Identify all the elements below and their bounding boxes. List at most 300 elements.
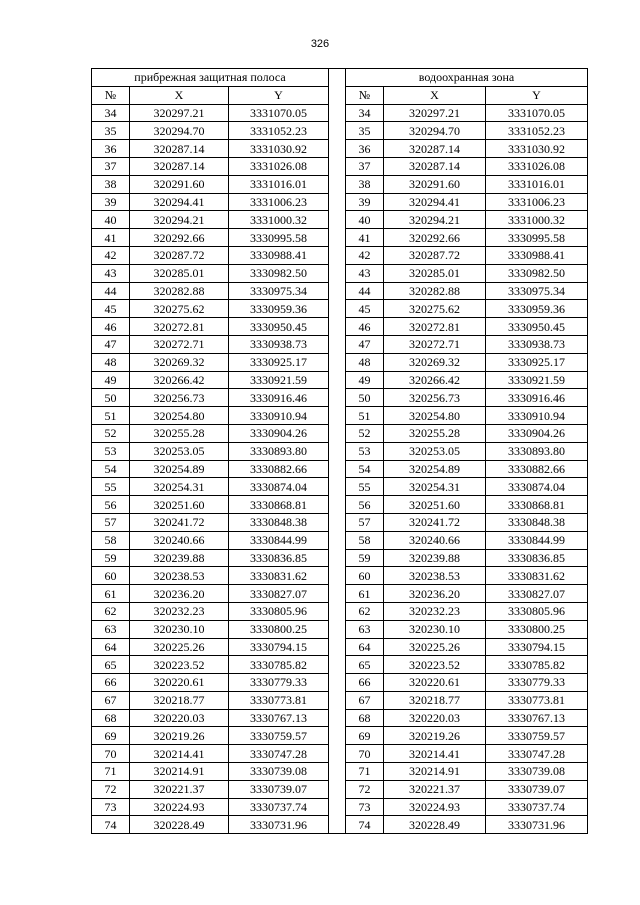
coastal-coord-y: 3330882.66	[229, 460, 329, 478]
table-row	[92, 318, 588, 336]
water-zone-coord-y: 3330739.07	[486, 780, 588, 798]
water-zone-coord-y: 3330982.50	[486, 264, 588, 282]
coastal-coord-x: 320223.52	[130, 656, 229, 674]
water-zone-point-number: 61	[346, 585, 384, 603]
column-gap	[329, 460, 346, 478]
water-zone-coord-y: 3330848.38	[486, 513, 588, 531]
coastal-coord-y: 3330904.26	[229, 424, 329, 442]
water-zone-point-number: 44	[346, 282, 384, 300]
water-zone-point-number: 50	[346, 389, 384, 407]
column-gap	[329, 353, 346, 371]
water-zone-coord-y: 3331052.23	[486, 122, 588, 140]
table-row	[92, 727, 588, 745]
coastal-point-number: 35	[92, 122, 130, 140]
coastal-coord-y: 3331006.23	[229, 193, 329, 211]
water-zone-point-number: 71	[346, 763, 384, 781]
water-zone-point-number: 34	[346, 104, 384, 122]
table-row	[92, 140, 588, 158]
coastal-point-number: 59	[92, 549, 130, 567]
coastal-coord-x: 320272.81	[130, 318, 229, 336]
coordinates-table	[91, 68, 588, 834]
water-zone-coord-x: 320294.41	[384, 193, 486, 211]
column-header-x: X	[130, 86, 229, 104]
column-gap	[329, 478, 346, 496]
water-zone-coord-y: 3330916.46	[486, 389, 588, 407]
water-zone-coord-y: 3330844.99	[486, 531, 588, 549]
column-gap	[329, 763, 346, 781]
table-row	[92, 620, 588, 638]
water-zone-coord-x: 320266.42	[384, 371, 486, 389]
coastal-coord-x: 320292.66	[130, 229, 229, 247]
column-gap	[329, 318, 346, 336]
water-zone-coord-y: 3330779.33	[486, 674, 588, 692]
water-zone-point-number: 48	[346, 353, 384, 371]
coastal-coord-x: 320220.03	[130, 709, 229, 727]
column-gap	[329, 389, 346, 407]
column-header-y: Y	[229, 86, 329, 104]
table-row	[92, 691, 588, 709]
coastal-coord-y: 3330988.41	[229, 246, 329, 264]
coastal-coord-y: 3331000.32	[229, 211, 329, 229]
water-zone-coord-x: 320285.01	[384, 264, 486, 282]
water-zone-point-number: 68	[346, 709, 384, 727]
table-row	[92, 157, 588, 175]
coastal-point-number: 44	[92, 282, 130, 300]
column-gap	[329, 300, 346, 318]
water-zone-point-number: 38	[346, 175, 384, 193]
column-gap	[329, 513, 346, 531]
water-zone-point-number: 69	[346, 727, 384, 745]
water-zone-coord-x: 320232.23	[384, 602, 486, 620]
coastal-coord-x: 320214.41	[130, 745, 229, 763]
water-zone-point-number: 54	[346, 460, 384, 478]
water-zone-coord-x: 320256.73	[384, 389, 486, 407]
coastal-coord-y: 3330773.81	[229, 691, 329, 709]
coastal-coord-x: 320228.49	[130, 816, 229, 834]
column-gap	[329, 282, 346, 300]
coastal-coord-x: 320294.21	[130, 211, 229, 229]
coastal-coord-y: 3330747.28	[229, 745, 329, 763]
column-gap	[329, 727, 346, 745]
coastal-coord-y: 3330868.81	[229, 496, 329, 514]
water-zone-point-number: 52	[346, 424, 384, 442]
column-gap	[329, 656, 346, 674]
water-zone-coord-x: 320214.91	[384, 763, 486, 781]
column-gap	[329, 567, 346, 585]
coastal-coord-y: 3330959.36	[229, 300, 329, 318]
water-zone-coord-y: 3331026.08	[486, 157, 588, 175]
water-zone-point-number: 37	[346, 157, 384, 175]
water-zone-coord-y: 3330794.15	[486, 638, 588, 656]
coastal-coord-x: 320282.88	[130, 282, 229, 300]
coastal-coord-y: 3330737.74	[229, 798, 329, 816]
water-zone-point-number: 47	[346, 335, 384, 353]
coastal-coord-x: 320230.10	[130, 620, 229, 638]
water-zone-point-number: 72	[346, 780, 384, 798]
coastal-coord-x: 320255.28	[130, 424, 229, 442]
coastal-coord-x: 320291.60	[130, 175, 229, 193]
table-row	[92, 371, 588, 389]
coastal-point-number: 43	[92, 264, 130, 282]
column-gap	[329, 496, 346, 514]
water-zone-coord-x: 320218.77	[384, 691, 486, 709]
table-row	[92, 763, 588, 781]
coastal-point-number: 40	[92, 211, 130, 229]
table-row	[92, 656, 588, 674]
coastal-point-number: 58	[92, 531, 130, 549]
water-zone-point-number: 59	[346, 549, 384, 567]
water-zone-coord-y: 3330975.34	[486, 282, 588, 300]
water-zone-coord-x: 320287.14	[384, 157, 486, 175]
water-zone-coord-y: 3330731.96	[486, 816, 588, 834]
water-zone-coord-x: 320236.20	[384, 585, 486, 603]
table-row	[92, 335, 588, 353]
water-zone-coord-y: 3330938.73	[486, 335, 588, 353]
column-gap	[329, 780, 346, 798]
water-zone-coord-x: 320287.72	[384, 246, 486, 264]
table-row	[92, 478, 588, 496]
water-zone-point-number: 60	[346, 567, 384, 585]
water-zone-coord-x: 320269.32	[384, 353, 486, 371]
coastal-point-number: 50	[92, 389, 130, 407]
water-zone-coord-y: 3330773.81	[486, 691, 588, 709]
coastal-coord-x: 320254.89	[130, 460, 229, 478]
coastal-point-number: 51	[92, 407, 130, 425]
coastal-coord-x: 320232.23	[130, 602, 229, 620]
water-zone-point-number: 41	[346, 229, 384, 247]
coastal-point-number: 34	[92, 104, 130, 122]
coastal-point-number: 48	[92, 353, 130, 371]
coastal-coord-y: 3330938.73	[229, 335, 329, 353]
water-zone-point-number: 62	[346, 602, 384, 620]
column-header-x: X	[384, 86, 486, 104]
coastal-point-number: 57	[92, 513, 130, 531]
section-header-row	[92, 69, 588, 87]
coastal-coord-x: 320285.01	[130, 264, 229, 282]
coastal-coord-x: 320218.77	[130, 691, 229, 709]
table-row	[92, 709, 588, 727]
coastal-coord-y: 3330874.04	[229, 478, 329, 496]
water-zone-coord-y: 3330893.80	[486, 442, 588, 460]
water-zone-coord-y: 3330831.62	[486, 567, 588, 585]
table-row	[92, 674, 588, 692]
column-gap	[329, 69, 346, 87]
water-zone-coord-y: 3331070.05	[486, 104, 588, 122]
coastal-coord-y: 3330975.34	[229, 282, 329, 300]
coastal-coord-x: 320239.88	[130, 549, 229, 567]
coastal-point-number: 64	[92, 638, 130, 656]
table-row	[92, 264, 588, 282]
water-zone-coord-y: 3330874.04	[486, 478, 588, 496]
water-zone-coord-y: 3330868.81	[486, 496, 588, 514]
water-zone-coord-y: 3330805.96	[486, 602, 588, 620]
coastal-coord-x: 320220.61	[130, 674, 229, 692]
coastal-point-number: 55	[92, 478, 130, 496]
water-zone-point-number: 73	[346, 798, 384, 816]
table-row	[92, 460, 588, 478]
coastal-coord-x: 320256.73	[130, 389, 229, 407]
column-gap	[329, 193, 346, 211]
table-row	[92, 745, 588, 763]
water-zone-point-number: 55	[346, 478, 384, 496]
column-gap	[329, 175, 346, 193]
column-gap	[329, 442, 346, 460]
coastal-coord-y: 3330836.85	[229, 549, 329, 567]
water-zone-coord-y: 3330800.25	[486, 620, 588, 638]
coastal-coord-x: 320275.62	[130, 300, 229, 318]
column-header-y: Y	[486, 86, 588, 104]
coastal-coord-y: 3330995.58	[229, 229, 329, 247]
water-zone-coord-y: 3330827.07	[486, 585, 588, 603]
column-gap	[329, 122, 346, 140]
water-zone-coord-y: 3330925.17	[486, 353, 588, 371]
table-row	[92, 567, 588, 585]
water-zone-coord-y: 3330739.08	[486, 763, 588, 781]
water-zone-point-number: 40	[346, 211, 384, 229]
water-zone-point-number: 63	[346, 620, 384, 638]
coastal-point-number: 60	[92, 567, 130, 585]
coastal-coord-x: 320253.05	[130, 442, 229, 460]
water-zone-coord-x: 320294.70	[384, 122, 486, 140]
water-zone-point-number: 39	[346, 193, 384, 211]
water-zone-coord-x: 320224.93	[384, 798, 486, 816]
water-zone-coord-x: 320272.71	[384, 335, 486, 353]
water-zone-coord-y: 3330988.41	[486, 246, 588, 264]
column-gap	[329, 264, 346, 282]
water-zone-coord-x: 320254.80	[384, 407, 486, 425]
column-gap	[329, 86, 346, 104]
coastal-coord-y: 3330779.33	[229, 674, 329, 692]
water-zone-coord-y: 3330747.28	[486, 745, 588, 763]
table-row	[92, 211, 588, 229]
column-gap	[329, 229, 346, 247]
column-gap	[329, 407, 346, 425]
coastal-point-number: 67	[92, 691, 130, 709]
coastal-coord-y: 3330767.13	[229, 709, 329, 727]
table-row	[92, 780, 588, 798]
water-zone-point-number: 42	[346, 246, 384, 264]
water-zone-coord-x: 320221.37	[384, 780, 486, 798]
coastal-coord-y: 3331026.08	[229, 157, 329, 175]
water-zone-point-number: 66	[346, 674, 384, 692]
coastal-coord-x: 320272.71	[130, 335, 229, 353]
water-zone-coord-x: 320255.28	[384, 424, 486, 442]
water-zone-coord-x: 320230.10	[384, 620, 486, 638]
coastal-coord-x: 320238.53	[130, 567, 229, 585]
column-gap	[329, 371, 346, 389]
table-row	[92, 638, 588, 656]
table-row	[92, 122, 588, 140]
water-zone-coord-x: 320220.03	[384, 709, 486, 727]
coastal-coord-y: 3331030.92	[229, 140, 329, 158]
coastal-point-number: 71	[92, 763, 130, 781]
water-zone-coord-y: 3330836.85	[486, 549, 588, 567]
water-zone-coord-y: 3330767.13	[486, 709, 588, 727]
column-gap	[329, 211, 346, 229]
coastal-point-number: 61	[92, 585, 130, 603]
table-row	[92, 798, 588, 816]
column-gap	[329, 335, 346, 353]
coastal-point-number: 73	[92, 798, 130, 816]
coastal-coord-y: 3330921.59	[229, 371, 329, 389]
coastal-coord-y: 3330785.82	[229, 656, 329, 674]
coastal-coord-y: 3330844.99	[229, 531, 329, 549]
water-zone-point-number: 74	[346, 816, 384, 834]
coastal-coord-y: 3330827.07	[229, 585, 329, 603]
coastal-point-number: 74	[92, 816, 130, 834]
column-gap	[329, 104, 346, 122]
water-zone-point-number: 45	[346, 300, 384, 318]
coastal-coord-x: 320221.37	[130, 780, 229, 798]
table-row	[92, 193, 588, 211]
section-title-water-protection-zone: водоохранная зона	[346, 69, 588, 87]
column-gap	[329, 602, 346, 620]
coastal-point-number: 63	[92, 620, 130, 638]
table-row	[92, 549, 588, 567]
water-zone-coord-y: 3330785.82	[486, 656, 588, 674]
table-row	[92, 513, 588, 531]
page-number: 326	[310, 38, 330, 50]
water-zone-coord-x: 320219.26	[384, 727, 486, 745]
coastal-coord-y: 3330805.96	[229, 602, 329, 620]
coastal-coord-y: 3331070.05	[229, 104, 329, 122]
water-zone-coord-x: 320225.26	[384, 638, 486, 656]
water-zone-coord-y: 3331016.01	[486, 175, 588, 193]
column-gap	[329, 709, 346, 727]
table-row	[92, 282, 588, 300]
water-zone-coord-x: 320251.60	[384, 496, 486, 514]
water-zone-point-number: 53	[346, 442, 384, 460]
table-row	[92, 300, 588, 318]
coastal-point-number: 38	[92, 175, 130, 193]
coastal-point-number: 46	[92, 318, 130, 336]
coastal-coord-x: 320254.31	[130, 478, 229, 496]
water-zone-coord-y: 3331006.23	[486, 193, 588, 211]
column-gap	[329, 816, 346, 834]
water-zone-point-number: 56	[346, 496, 384, 514]
water-zone-point-number: 65	[346, 656, 384, 674]
coastal-point-number: 41	[92, 229, 130, 247]
water-zone-coord-x: 320254.31	[384, 478, 486, 496]
column-gap	[329, 798, 346, 816]
coastal-coord-y: 3330739.07	[229, 780, 329, 798]
coastal-coord-y: 3330982.50	[229, 264, 329, 282]
column-gap	[329, 691, 346, 709]
water-zone-coord-x: 320220.61	[384, 674, 486, 692]
coastal-point-number: 69	[92, 727, 130, 745]
column-gap	[329, 585, 346, 603]
coastal-point-number: 52	[92, 424, 130, 442]
column-gap	[329, 638, 346, 656]
coastal-coord-x: 320294.70	[130, 122, 229, 140]
water-zone-coord-x: 320275.62	[384, 300, 486, 318]
coastal-coord-x: 320224.93	[130, 798, 229, 816]
water-zone-point-number: 64	[346, 638, 384, 656]
coastal-point-number: 62	[92, 602, 130, 620]
water-zone-coord-y: 3330995.58	[486, 229, 588, 247]
coastal-coord-y: 3330925.17	[229, 353, 329, 371]
table-row	[92, 104, 588, 122]
water-zone-point-number: 51	[346, 407, 384, 425]
water-zone-coord-x: 320254.89	[384, 460, 486, 478]
water-zone-point-number: 35	[346, 122, 384, 140]
column-gap	[329, 157, 346, 175]
water-zone-coord-x: 320297.21	[384, 104, 486, 122]
coastal-point-number: 66	[92, 674, 130, 692]
water-zone-coord-y: 3331030.92	[486, 140, 588, 158]
coastal-coord-x: 320297.21	[130, 104, 229, 122]
water-zone-point-number: 57	[346, 513, 384, 531]
coastal-coord-y: 3330831.62	[229, 567, 329, 585]
table-row	[92, 602, 588, 620]
column-gap	[329, 246, 346, 264]
water-zone-coord-x: 320228.49	[384, 816, 486, 834]
water-zone-coord-y: 3331000.32	[486, 211, 588, 229]
water-zone-point-number: 46	[346, 318, 384, 336]
water-zone-coord-x: 320223.52	[384, 656, 486, 674]
coastal-point-number: 54	[92, 460, 130, 478]
water-zone-coord-y: 3330959.36	[486, 300, 588, 318]
water-zone-point-number: 58	[346, 531, 384, 549]
coastal-point-number: 42	[92, 246, 130, 264]
table-row	[92, 353, 588, 371]
water-zone-coord-y: 3330737.74	[486, 798, 588, 816]
water-zone-point-number: 67	[346, 691, 384, 709]
coastal-point-number: 53	[92, 442, 130, 460]
coastal-coord-x: 320287.72	[130, 246, 229, 264]
water-zone-coord-y: 3330950.45	[486, 318, 588, 336]
water-zone-coord-x: 320282.88	[384, 282, 486, 300]
water-zone-coord-y: 3330910.94	[486, 407, 588, 425]
column-gap	[329, 424, 346, 442]
table-row	[92, 585, 588, 603]
section-title-coastal-strip: прибрежная защитная полоса	[92, 69, 329, 87]
coastal-point-number: 39	[92, 193, 130, 211]
water-zone-coord-x: 320294.21	[384, 211, 486, 229]
coastal-coord-x: 320266.42	[130, 371, 229, 389]
table-row	[92, 389, 588, 407]
table-row	[92, 424, 588, 442]
column-gap	[329, 745, 346, 763]
water-zone-point-number: 70	[346, 745, 384, 763]
coastal-coord-x: 320254.80	[130, 407, 229, 425]
coastal-coord-x: 320214.91	[130, 763, 229, 781]
water-zone-coord-x: 320241.72	[384, 513, 486, 531]
column-header-number: №	[92, 86, 130, 104]
column-gap	[329, 549, 346, 567]
water-zone-point-number: 43	[346, 264, 384, 282]
coastal-coord-y: 3330848.38	[229, 513, 329, 531]
coastal-coord-y: 3330759.57	[229, 727, 329, 745]
table-row	[92, 407, 588, 425]
water-zone-coord-y: 3330882.66	[486, 460, 588, 478]
coastal-point-number: 36	[92, 140, 130, 158]
coastal-point-number: 65	[92, 656, 130, 674]
coastal-coord-y: 3330893.80	[229, 442, 329, 460]
water-zone-coord-y: 3330759.57	[486, 727, 588, 745]
table-row	[92, 531, 588, 549]
water-zone-coord-x: 320291.60	[384, 175, 486, 193]
column-header-number: №	[346, 86, 384, 104]
coastal-coord-y: 3330800.25	[229, 620, 329, 638]
coastal-coord-x: 320225.26	[130, 638, 229, 656]
water-zone-coord-x: 320272.81	[384, 318, 486, 336]
coastal-point-number: 45	[92, 300, 130, 318]
coastal-coord-x: 320294.41	[130, 193, 229, 211]
water-zone-coord-x: 320292.66	[384, 229, 486, 247]
water-zone-coord-y: 3330921.59	[486, 371, 588, 389]
column-header-row	[92, 86, 588, 104]
